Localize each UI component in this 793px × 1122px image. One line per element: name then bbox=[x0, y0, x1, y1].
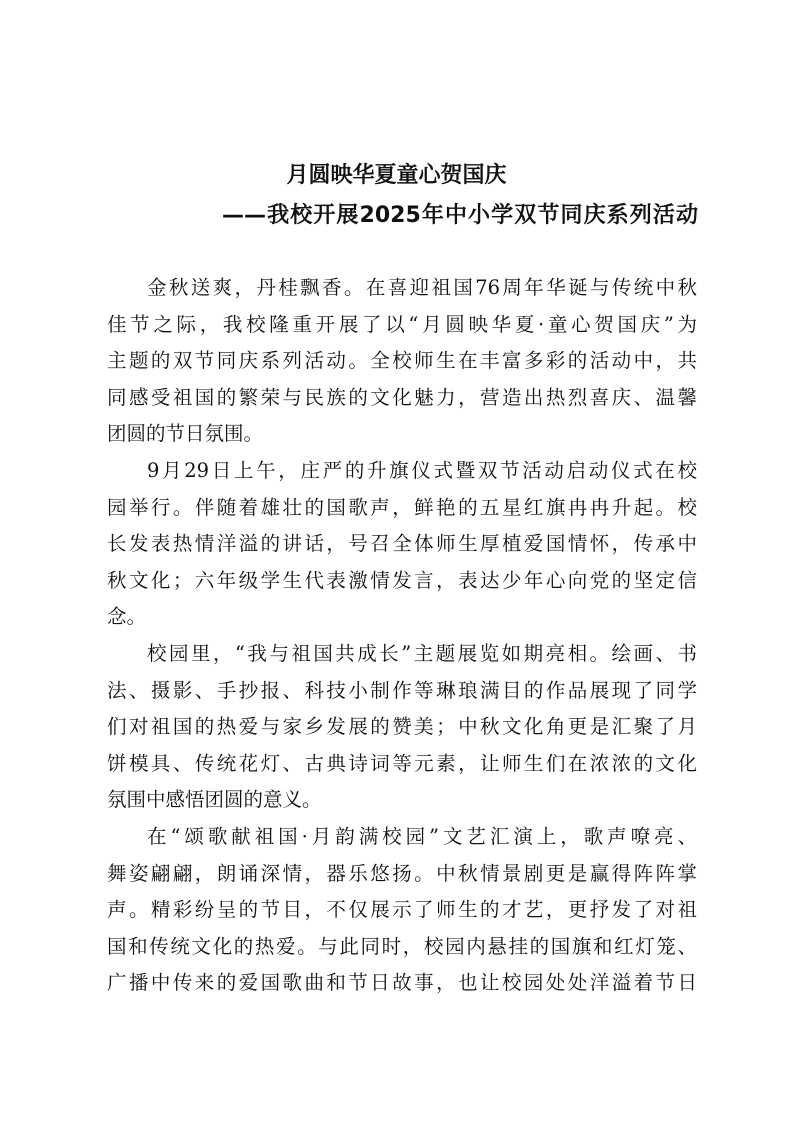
paragraph bbox=[107, 453, 697, 636]
paragraph-line: 饼模具、传统花灯、古典诗词等元素，让师生们在浓浓的文化 bbox=[107, 751, 697, 775]
paragraph-line: 佳节之际，我校隆重开展了以“月圆映华夏·童心贺国庆”为 bbox=[107, 312, 697, 336]
paragraph-line: 团圆的节日氛围。 bbox=[107, 422, 264, 446]
paragraph-line: 国和传统文化的热爱。与此同时，校园内悬挂的国旗和红灯笼、 bbox=[107, 934, 697, 958]
paragraph-line: 金秋送爽，丹桂飘香。在喜迎祖国76周年华诞与传统中秋 bbox=[147, 276, 697, 299]
paragraph-line: 长发表热情洋溢的讲话，号召全体师生厚植爱国情怀，传承中 bbox=[107, 532, 697, 556]
document-subtitle: ——我校开展2025年中小学双节同庆系列活动 bbox=[222, 203, 698, 228]
paragraph-line: 念。 bbox=[107, 605, 147, 629]
paragraph-line: 舞姿翩翩，朗诵深情，器乐悠扬。中秋情景剧更是赢得阵阵掌 bbox=[107, 861, 697, 885]
paragraph-line: 在“颂歌献祖国·月韵满校园”文艺汇演上，歌声嘹亮、 bbox=[147, 824, 697, 848]
document-title: 月圆映华夏童心贺国庆 bbox=[286, 163, 507, 188]
paragraph-line: 广播中传来的爱国歌曲和节日故事，也让校园处处洋溢着节日 bbox=[107, 971, 697, 995]
paragraph bbox=[107, 636, 697, 819]
document-body bbox=[107, 270, 697, 1002]
paragraph-line: 园举行。伴随着雄壮的国歌声，鲜艳的五星红旗冉冉升起。校 bbox=[107, 495, 697, 519]
paragraph-line: 声。精彩纷呈的节目，不仅展示了师生的才艺，更抒发了对祖 bbox=[107, 898, 697, 922]
paragraph bbox=[107, 270, 697, 453]
paragraph-line: 同感受祖国的繁荣与民族的文化魅力，营造出热烈喜庆、温馨 bbox=[107, 385, 697, 409]
paragraph bbox=[107, 819, 697, 1002]
paragraph-line: 校园里，“我与祖国共成长”主题展览如期亮相。绘画、书 bbox=[147, 641, 697, 665]
paragraph-line: 秋文化；六年级学生代表激情发言，表达少年心向党的坚定信 bbox=[107, 568, 697, 592]
paragraph-line: 主题的双节同庆系列活动。全校师生在丰富多彩的活动中，共 bbox=[107, 349, 697, 373]
paragraph-line: 们对祖国的热爱与家乡发展的赞美；中秋文化角更是汇聚了月 bbox=[107, 715, 697, 739]
paragraph-line: 氛围中感悟团圆的意义。 bbox=[107, 788, 322, 812]
paragraph-line: 法、摄影、手抄报、科技小制作等琳琅满目的作品展现了同学 bbox=[107, 678, 697, 702]
paragraph-line: 9月29日上午，庄严的升旗仪式暨双节活动启动仪式在校 bbox=[147, 458, 697, 482]
